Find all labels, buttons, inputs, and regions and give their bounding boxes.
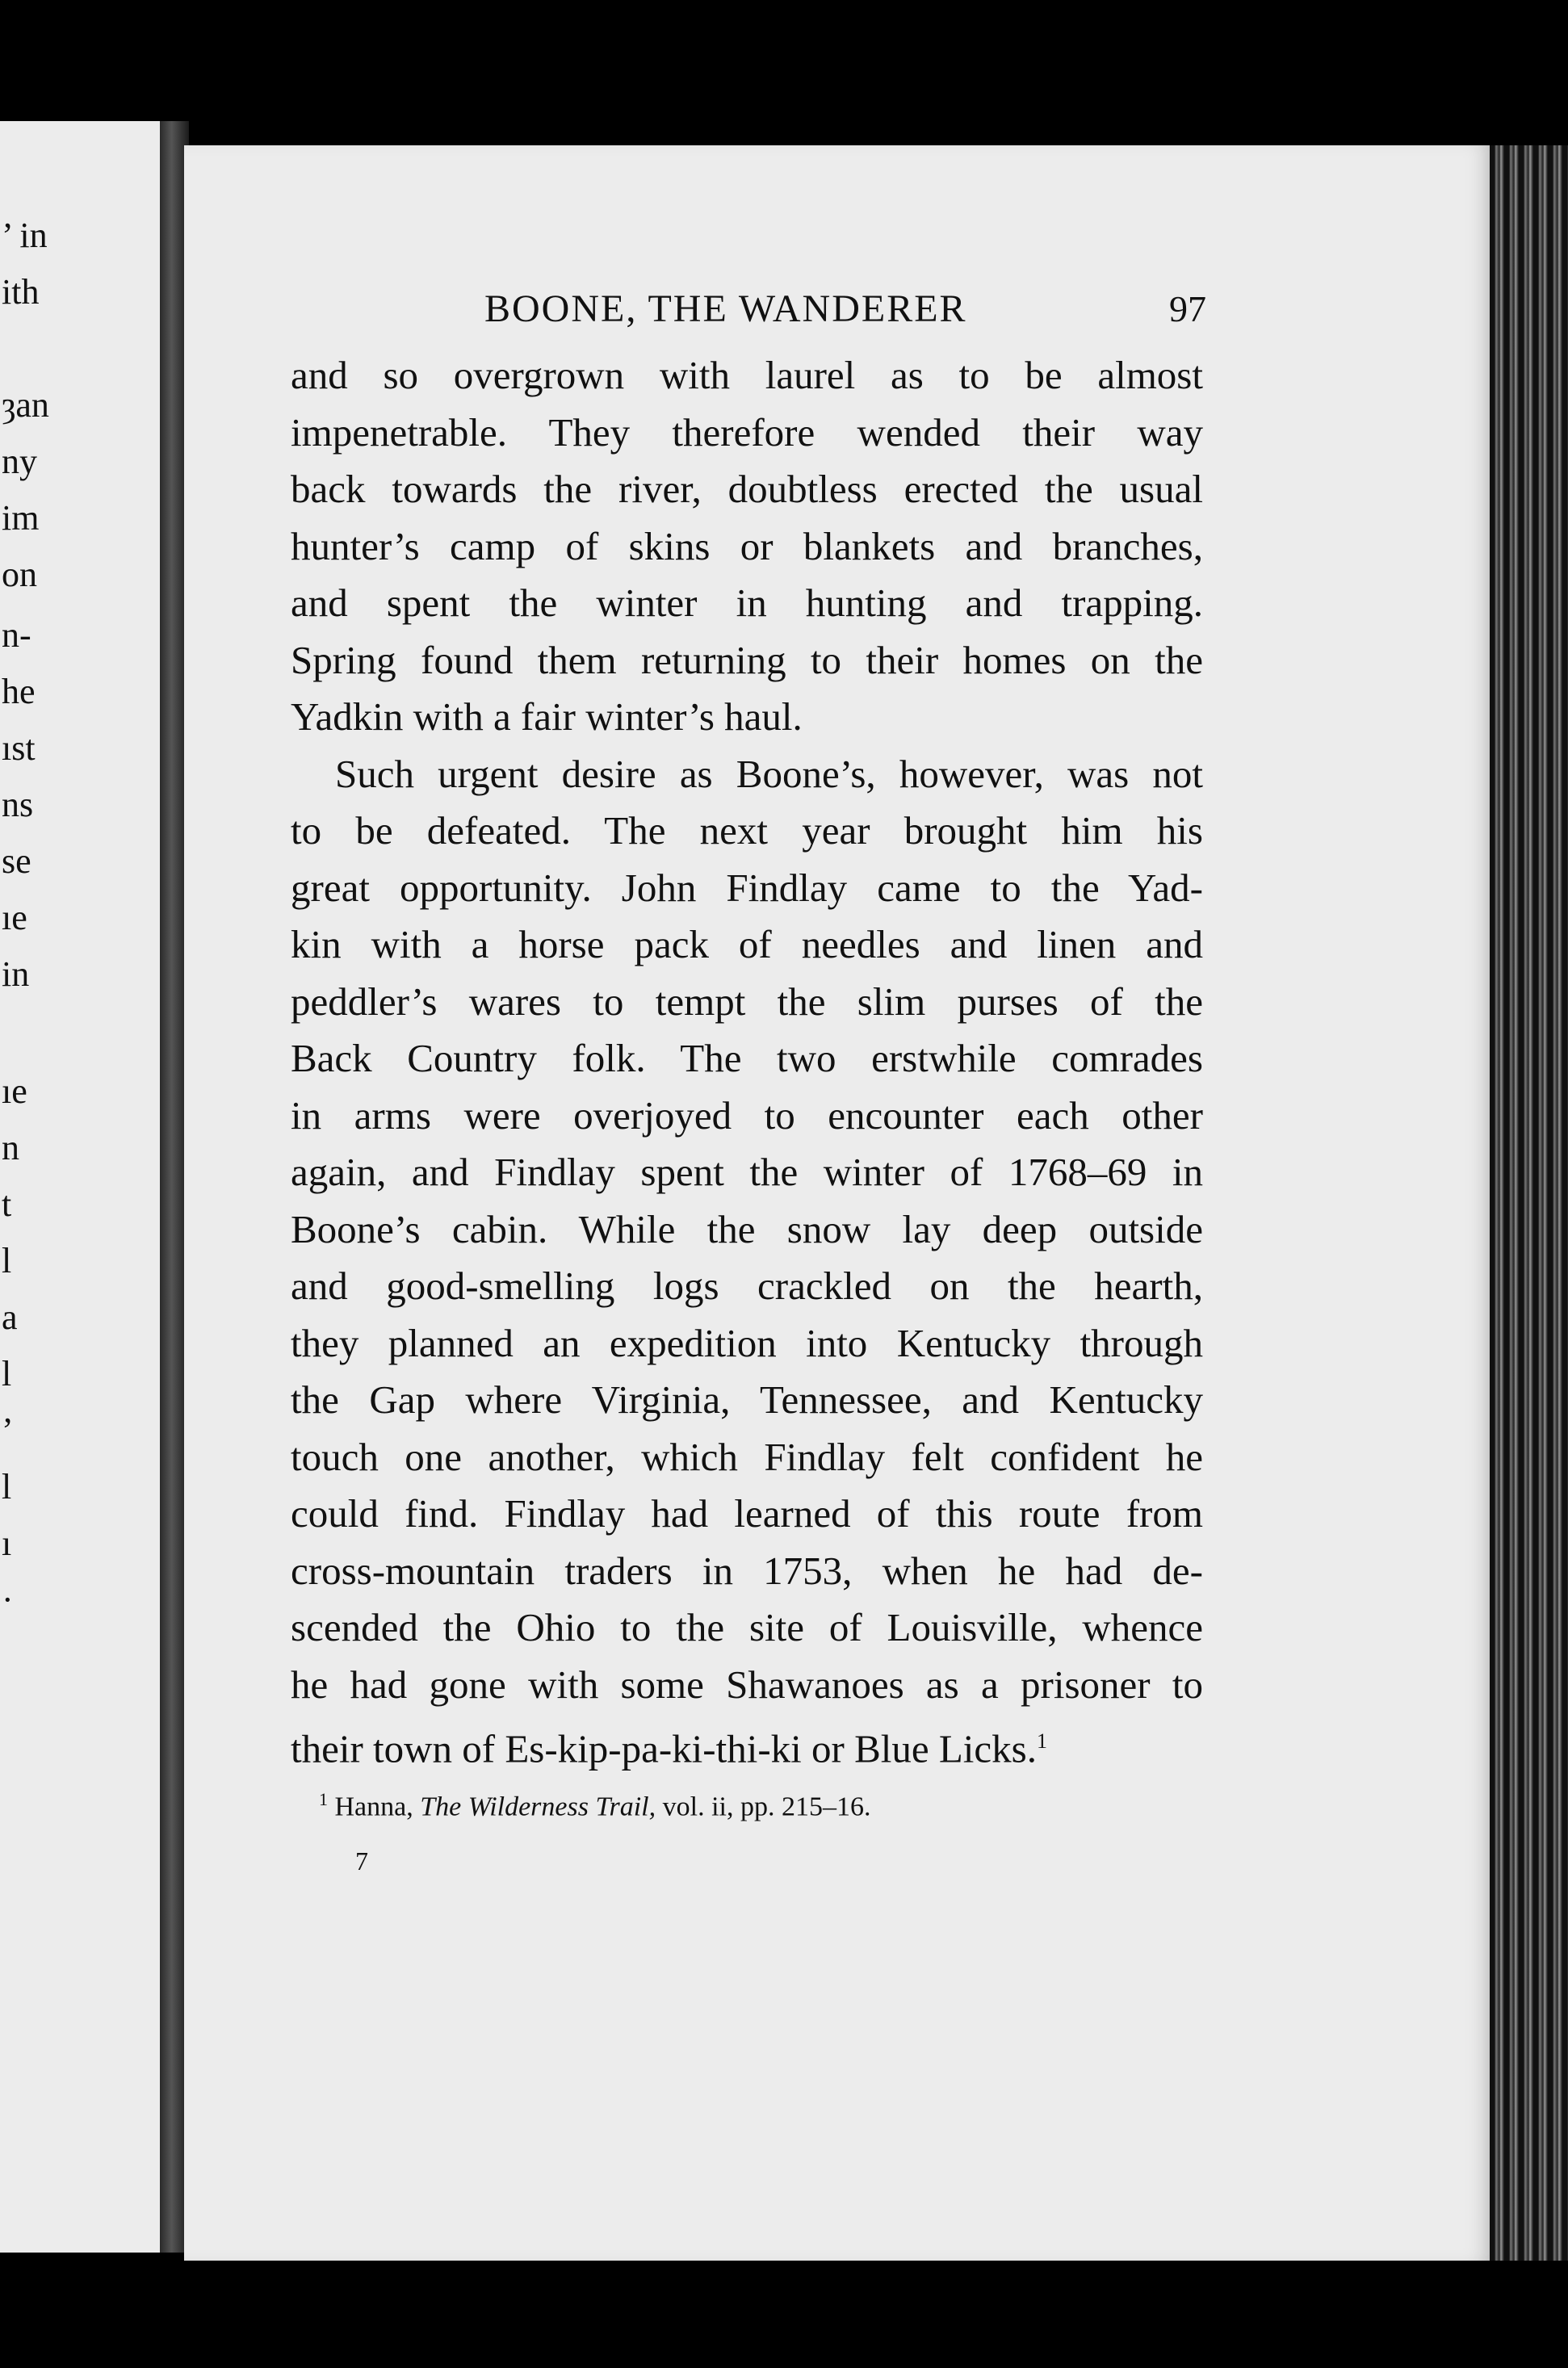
footnote-reference: 1	[1037, 1729, 1047, 1753]
text-line: impenetrable. They therefore wended their way	[291, 409, 1203, 455]
footnote-citation: vol. ii, pp. 215–16.	[662, 1792, 871, 1822]
text-line: and good-smelling logs crackled on the hearth,	[291, 1264, 1203, 1308]
left-page-fragment: se	[2, 841, 31, 881]
left-page-fragment: l	[2, 1354, 12, 1394]
page-edge	[1490, 145, 1568, 2261]
left-page-fragment: ith	[2, 272, 40, 312]
text-line: in arms were overjoyed to encounter each other	[291, 1092, 1203, 1138]
left-page-fragment: he	[2, 672, 36, 711]
text-line: to be defeated. The next year brought him his	[291, 808, 1203, 853]
left-page-fragment: ı	[2, 1523, 12, 1563]
text-line: Spring found them returning to their homes on the	[291, 637, 1203, 682]
left-page-fragment: ’ in	[2, 216, 48, 255]
text-line: he had gone with some Shawanoes as a prisoner to	[291, 1662, 1203, 1707]
left-page	[0, 121, 160, 2253]
text-line: Such urgent desire as Boone’s, however, was not	[335, 751, 1203, 796]
footnote-marker: 1	[319, 1789, 328, 1809]
text-line: touch one another, which Findlay felt confident he	[291, 1434, 1203, 1479]
text-line: cross-mountain traders in 1753, when he had de-	[291, 1548, 1203, 1593]
left-page-fragment: ıe	[2, 1071, 27, 1111]
text-line-final-text: their town of Es-kip-pa-ki-thi-ki or Blue Licks.	[291, 1726, 1037, 1771]
text-line: the Gap where Virginia, Tennessee, and Kentucky	[291, 1377, 1203, 1422]
text-line: scended the Ohio to the site of Louisville, whence	[291, 1605, 1203, 1649]
left-page-fragment: ny	[2, 442, 37, 481]
footnote-author: Hanna,	[334, 1792, 413, 1822]
text-line: again, and Findlay spent the winter of 1768–69 in	[291, 1150, 1203, 1194]
text-line-final	[291, 1713, 1203, 1778]
signature-mark: 7	[355, 1846, 368, 1876]
left-page-fragment: ȝan	[2, 385, 49, 425]
text-line: kin with a horse pack of needles and linen and	[291, 922, 1203, 966]
left-page-fragment: n-	[2, 615, 31, 655]
left-page-fragment: ns	[2, 785, 34, 824]
body-text	[291, 347, 1203, 1778]
left-page-fragment: l	[2, 1467, 12, 1507]
text-line: hunter’s camp of skins or blankets and branches,	[291, 523, 1203, 568]
page-number: 97	[1169, 288, 1206, 329]
text-line: could find. Findlay had learned of this route from	[291, 1491, 1203, 1536]
left-page-fragment: a	[2, 1297, 18, 1337]
left-page-fragment: ıe	[2, 898, 27, 937]
left-page-fragment: ’	[2, 1410, 14, 1450]
left-page-fragment: ·	[2, 1580, 14, 1620]
text-line: great opportunity. John Findlay came to the Yad-	[291, 865, 1203, 910]
left-page-fragment: n	[2, 1128, 19, 1167]
text-line: back towards the river, doubtless erected the usual	[291, 467, 1203, 511]
left-page-fragment: t	[2, 1184, 12, 1224]
footnote-title: The Wilderness Trail,	[420, 1792, 656, 1822]
text-line: and spent the winter in hunting and trapping.	[291, 580, 1203, 625]
left-page-fragment: im	[2, 498, 40, 538]
text-line: and so overgrown with laurel as to be almost	[291, 353, 1203, 397]
text-line: Boone’s cabin. While the snow lay deep outside	[291, 1206, 1203, 1251]
text-line: they planned an expedition into Kentucky through	[291, 1320, 1203, 1365]
left-page-fragment: l	[2, 1241, 12, 1280]
left-page-fragment: ıst	[2, 728, 36, 768]
running-head: BOONE, THE WANDERER	[484, 287, 967, 330]
text-line: Back Country folk. The two erstwhile comrades	[291, 1036, 1203, 1080]
left-page-fragment: on	[2, 555, 37, 594]
text-line: peddler’s wares to tempt the slim purses of the	[291, 979, 1203, 1024]
left-page-fragment: in	[2, 954, 30, 994]
footnote	[319, 1789, 870, 1822]
text-line: Yadkin with a fair winter’s haul.	[291, 694, 803, 739]
